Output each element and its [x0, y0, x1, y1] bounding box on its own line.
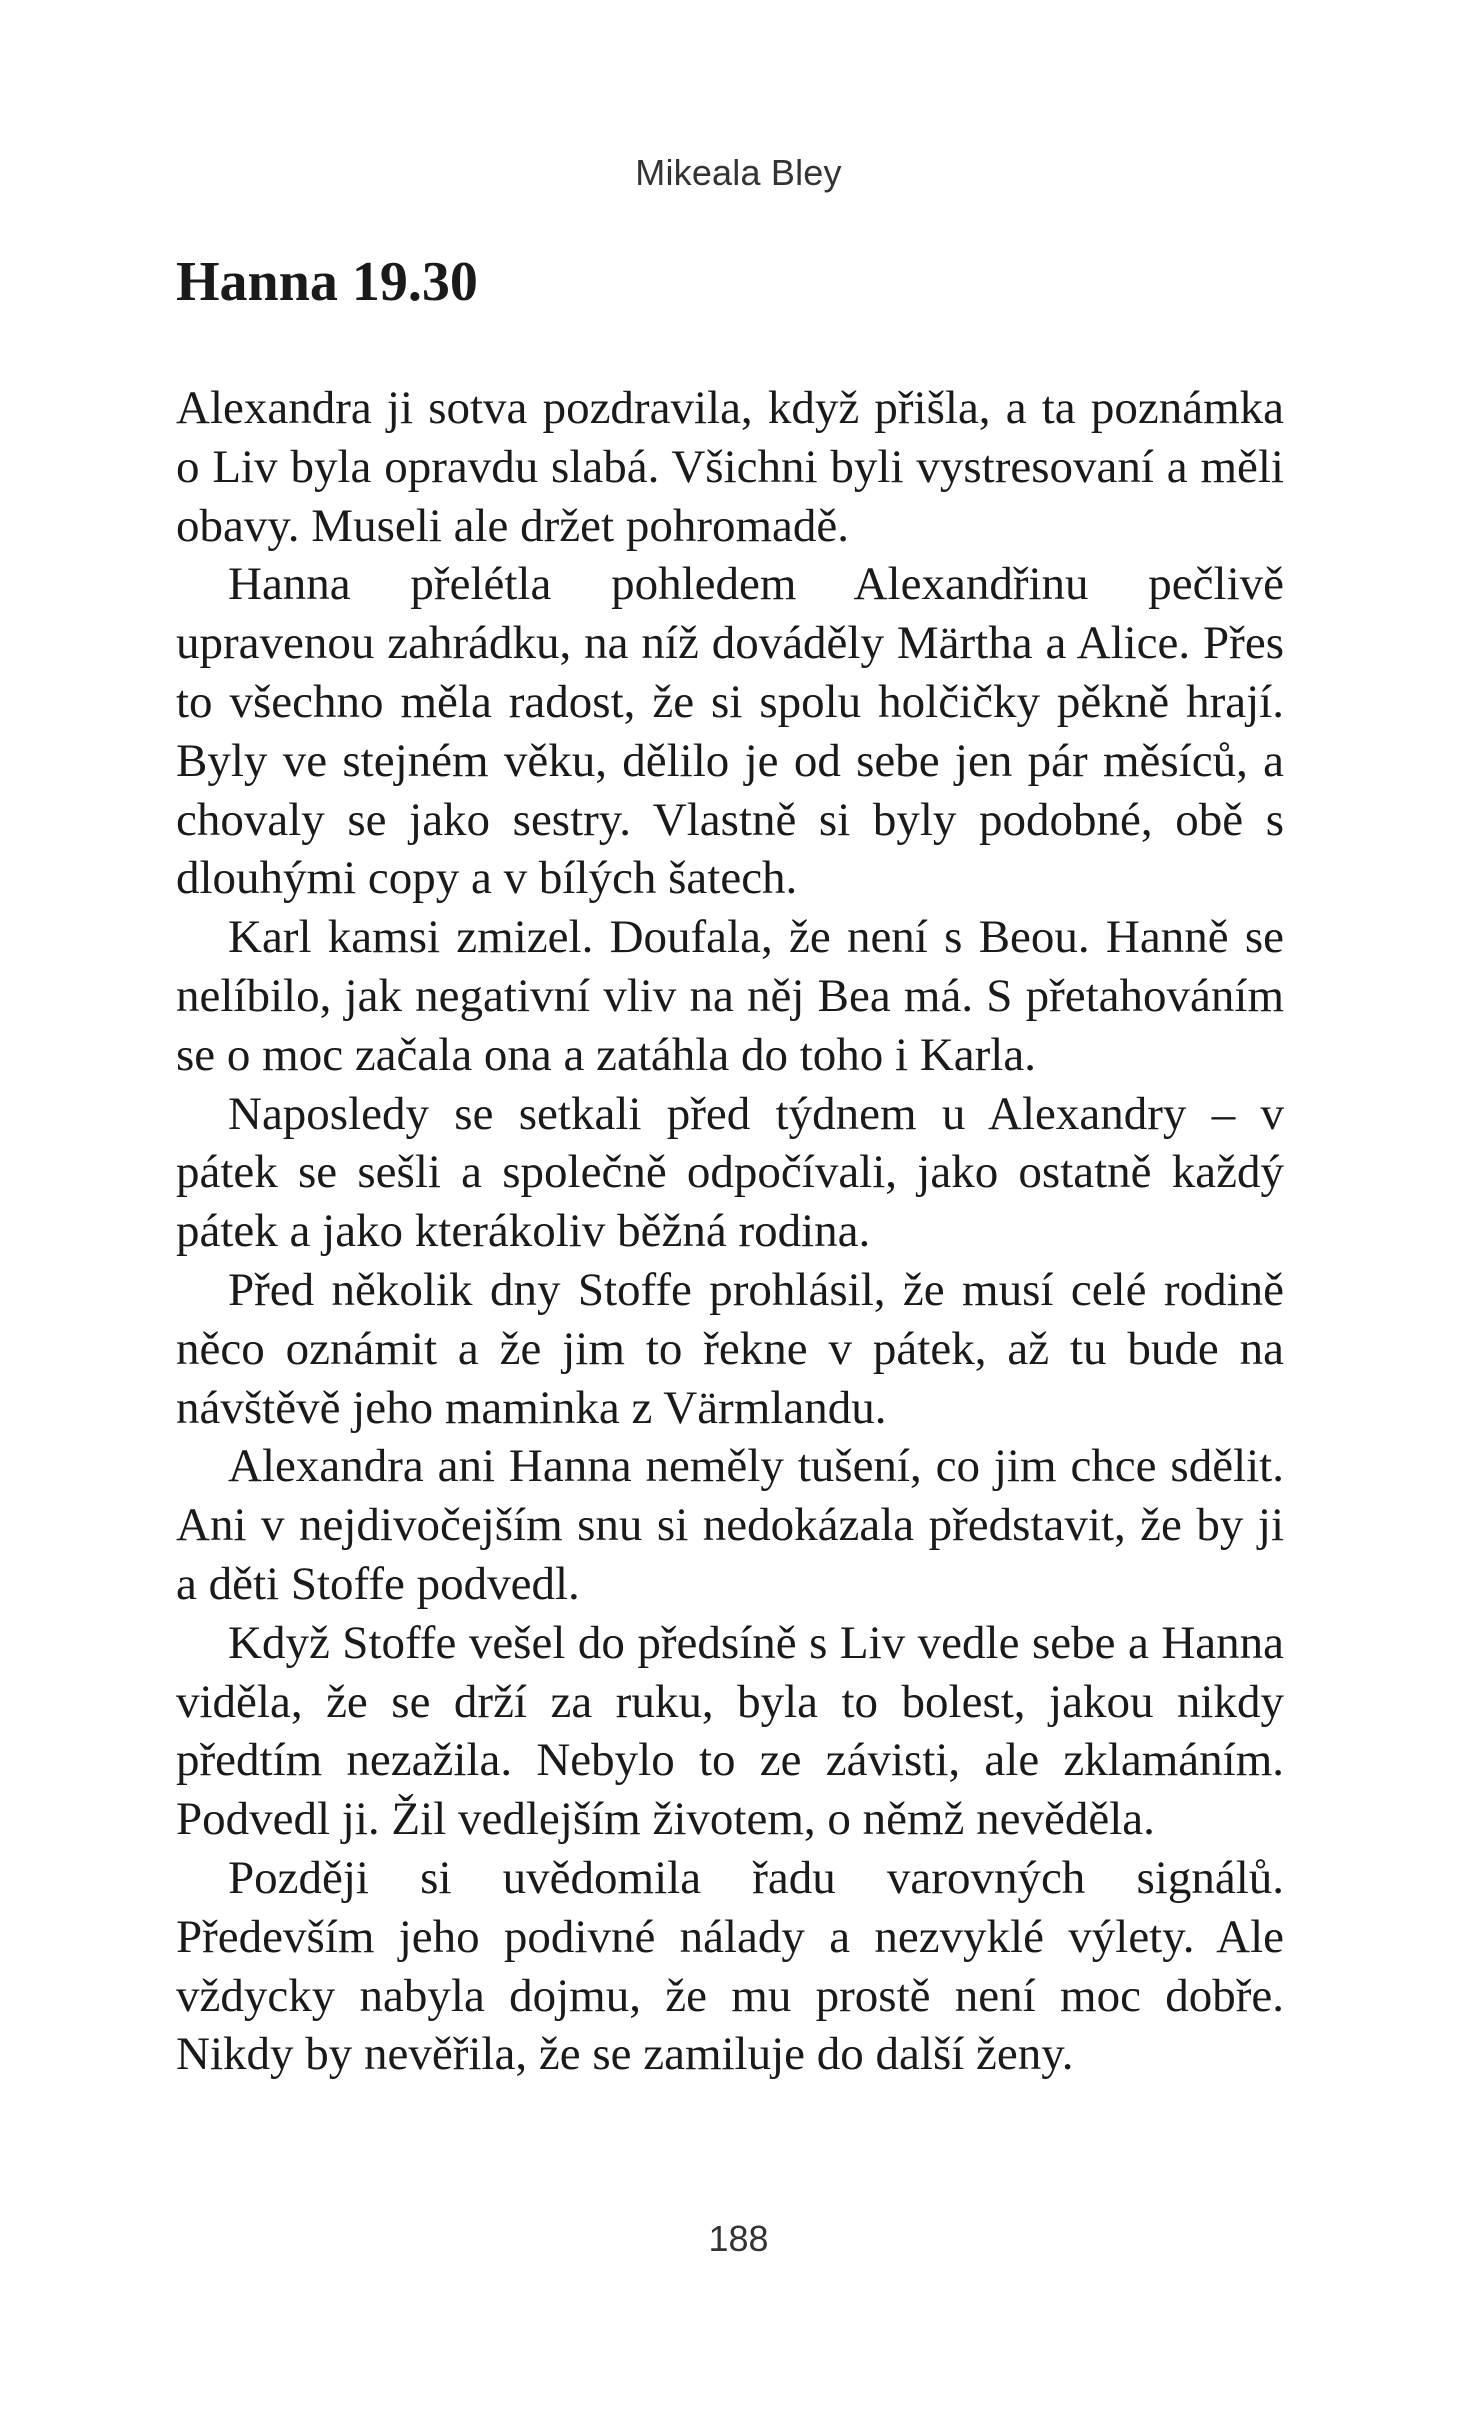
paragraph: Před několik dny Stoffe prohlásil, že musí celé rodině něco oznámit a že jim to řekne v pátek, až tu bude na návštěvě jeho maminka z Värmlandu. [176, 1263, 1284, 1434]
chapter-title: Hanna 19.30 [176, 251, 478, 313]
paragraph: Když Stoffe vešel do předsíně s Liv vedle sebe a Hanna viděla, že se drží za ruku, byla to bolest, jakou nikdy předtím nezažila. Nebylo to ze závisti, ale zklamáním. Podvedl ji. Žil vedlejším životem, o němž nevěděla. [176, 1616, 1284, 1846]
paragraph: Alexandra ani Hanna neměly tušení, co jim chce sdělit. Ani v nejdivočejším snu si nedokázala představit, že by ji a děti Stoffe podvedl. [176, 1440, 1284, 1610]
page-number: 188 [708, 2218, 769, 2259]
paragraph: Později si uvědomila řadu varovných signálů. Především jeho podivné nálady a nezvyklé výlety. Ale vždycky nabyla dojmu, že mu prostě není moc dobře. Nikdy by nevěřila, že se zamiluje do další ženy. [176, 1851, 1284, 2081]
body-text [176, 379, 1284, 2084]
paragraph: Hanna přelétla pohledem Alexandřinu pečlivě upravenou zahrádku, na níž dováděly Märtha a Alice. Přes to všechno měla radost, že si spolu holčičky pěkně hrají. Byly ve stejném věku, dělilo je od sebe jen pár měsíců, a chovaly se jako sestry. Vlastně si byly podobné, obě s dlouhými copy a v bílých šatech. [176, 558, 1284, 905]
paragraph: Karl kamsi zmizel. Doufala, že není s Beou. Hanně se nelíbilo, jak negativní vliv na něj Bea má. S přetahováním se o moc začala ona a zatáhla do toho i Karla. [176, 911, 1284, 1081]
paragraph: Naposledy se setkali před týdnem u Alexandry – v pátek se sešli a společně odpočívali, jako ostatně každý pátek a jako kterákoliv běžná rodina. [176, 1087, 1284, 1258]
running-header-author: Mikeala Bley [635, 152, 842, 193]
paragraph: Alexandra ji sotva pozdravila, když přišla, a ta poznámka o Liv byla opravdu slabá. Všichni byli vystresovaní a měli obavy. Museli ale držet pohromadě. [176, 382, 1284, 552]
